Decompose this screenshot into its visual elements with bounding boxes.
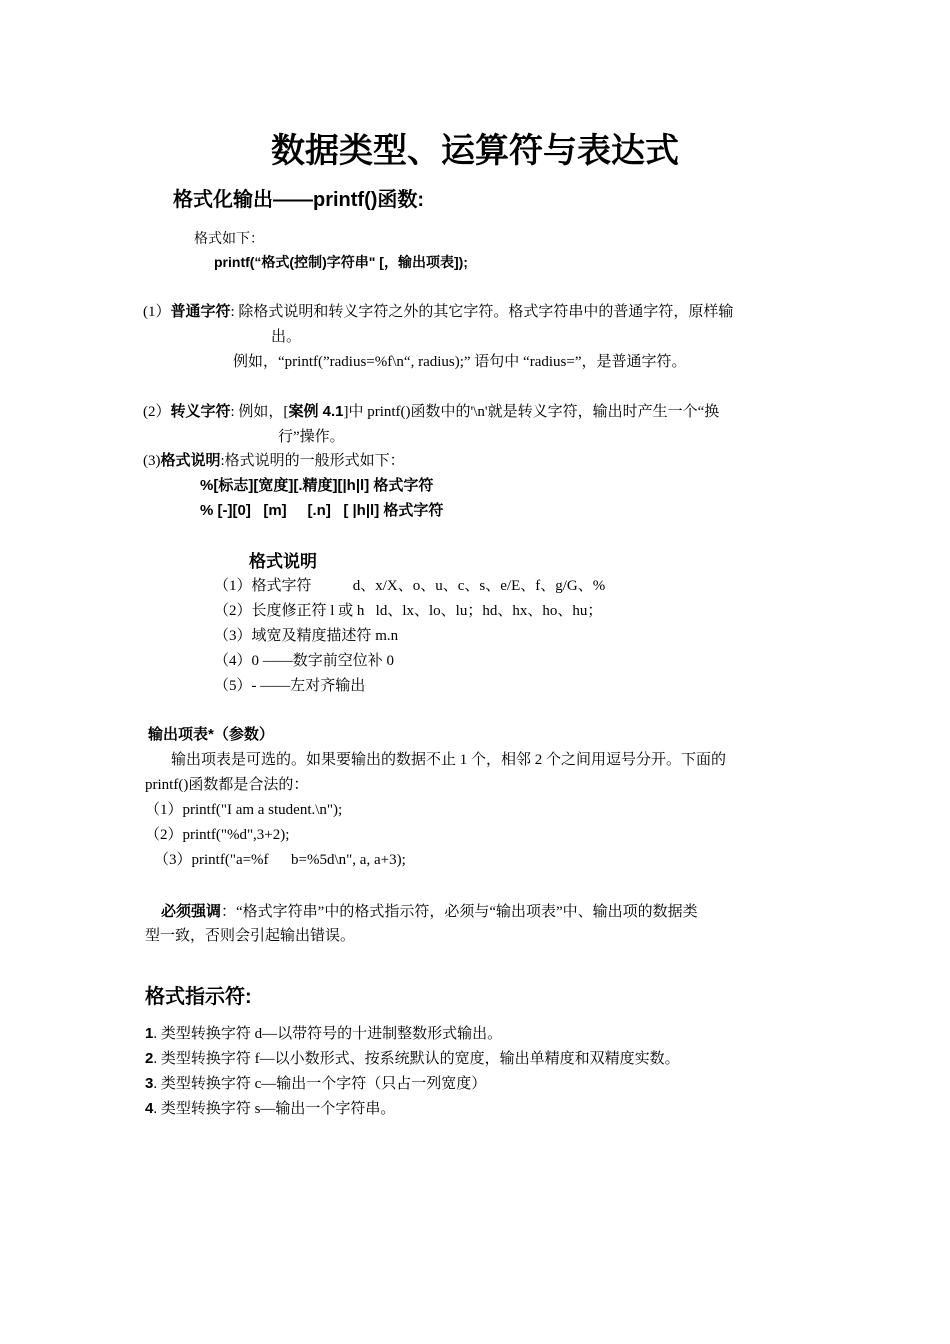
format-form1: %[标志][宽度][.精度][|h|l] 格式字符: [200, 477, 434, 494]
emphasis-line2: 型一致，否则会引起输出错误。: [145, 928, 356, 944]
emphasis-text1: ：“格式字符串”中的格式指示符，必须与“输出项表”中、输出项的数据类: [221, 904, 698, 920]
item3-line1: [143, 451, 405, 471]
section1-heading: 格式化输出——printf()函数:: [173, 189, 425, 211]
format-desc-line: （1）格式字符 d、x/X、o、u、c、s、e/E、f、g/G、%: [214, 578, 606, 594]
format-desc-line: （4）0 ——数字前空位补 0: [214, 653, 395, 669]
output-items-heading: 输出项表*（参数）: [148, 726, 274, 743]
output-items-para2: printf()函数都是合法的：: [145, 777, 309, 793]
section2-heading: 格式指示符:: [145, 986, 252, 1008]
item3-term: 格式说明: [160, 452, 221, 469]
output-example: （3）printf("a=%f b=%5d\n", a, a+3);: [154, 852, 406, 868]
list-item-text: . 类型转换字符 c—输出一个字符（只占一列宽度）: [153, 1076, 487, 1092]
item2-term: 转义字符: [170, 403, 231, 420]
item1-line2: 出。: [271, 329, 302, 345]
list-item: [145, 1024, 502, 1044]
format-label: 格式如下：: [194, 230, 264, 246]
format-desc-line: （3）域宽及精度描述符 m.n: [214, 628, 399, 644]
item2-line1: [143, 402, 719, 422]
format-desc-heading: 格式说明: [249, 552, 317, 571]
list-item-text: . 类型转换字符 s—输出一个字符串。: [153, 1101, 396, 1117]
list-item: [145, 1074, 486, 1094]
list-item-num: 2: [145, 1050, 154, 1067]
item2-num: (2）: [143, 404, 171, 420]
item1-text1: : 除格式说明和转义字符之外的其它字符。格式字符串中的普通字符，原样输: [230, 304, 734, 320]
format-desc-line: （2）长度修正符 l 或 h ld、lx、lo、lu；hd、hx、ho、hu；: [214, 603, 603, 619]
page-title: 数据类型、运算符与表达式: [271, 133, 679, 170]
list-item: [145, 1049, 680, 1069]
item2-text1: ]中 printf()函数中的'\n'就是转义字符，输出时产生一个“换: [343, 404, 720, 420]
item1-example: 例如，“printf(”radius=%f\n“, radius);” 语句中 “radius=”，是普通字符。: [233, 354, 687, 370]
format-form2: % [-][0] [m] [.n] [ |h|l] 格式字符: [200, 502, 444, 519]
list-item: [145, 1099, 395, 1119]
item1-num: (1）: [143, 304, 171, 320]
list-item-num: 4: [145, 1100, 154, 1117]
emphasis-label: 必须强调: [161, 903, 222, 920]
item1-term: 普通字符: [170, 303, 231, 320]
list-item-num: 3: [145, 1075, 154, 1092]
format-syntax: printf(“格式(控制)字符串" [，输出项表]);: [214, 254, 468, 270]
format-desc-line: （5）- ——左对齐输出: [214, 678, 366, 694]
item2-case: 案例 4.1: [288, 403, 344, 420]
emphasis-line1: [161, 902, 698, 922]
item3-text: :格式说明的一般形式如下：: [220, 453, 405, 469]
list-item-num: 1: [145, 1025, 154, 1042]
output-items-para1: 输出项表是可选的。如果要输出的数据不止 1 个，相邻 2 个之间用逗号分开。下面的: [171, 752, 727, 768]
item2-pre: : 例如，[: [230, 404, 289, 420]
output-example: （1）printf("I am a student.\n");: [145, 802, 343, 818]
item2-line2: 行”操作。: [278, 429, 345, 445]
list-item-text: . 类型转换字符 d—以带符号的十进制整数形式输出。: [153, 1026, 503, 1042]
output-example: （2）printf("%d",3+2);: [145, 827, 290, 843]
item3-num: (3): [143, 453, 161, 469]
item1-line1: [143, 302, 733, 322]
list-item-text: . 类型转换字符 f—以小数形式、按系统默认的宽度，输出单精度和双精度实数。: [153, 1051, 680, 1067]
